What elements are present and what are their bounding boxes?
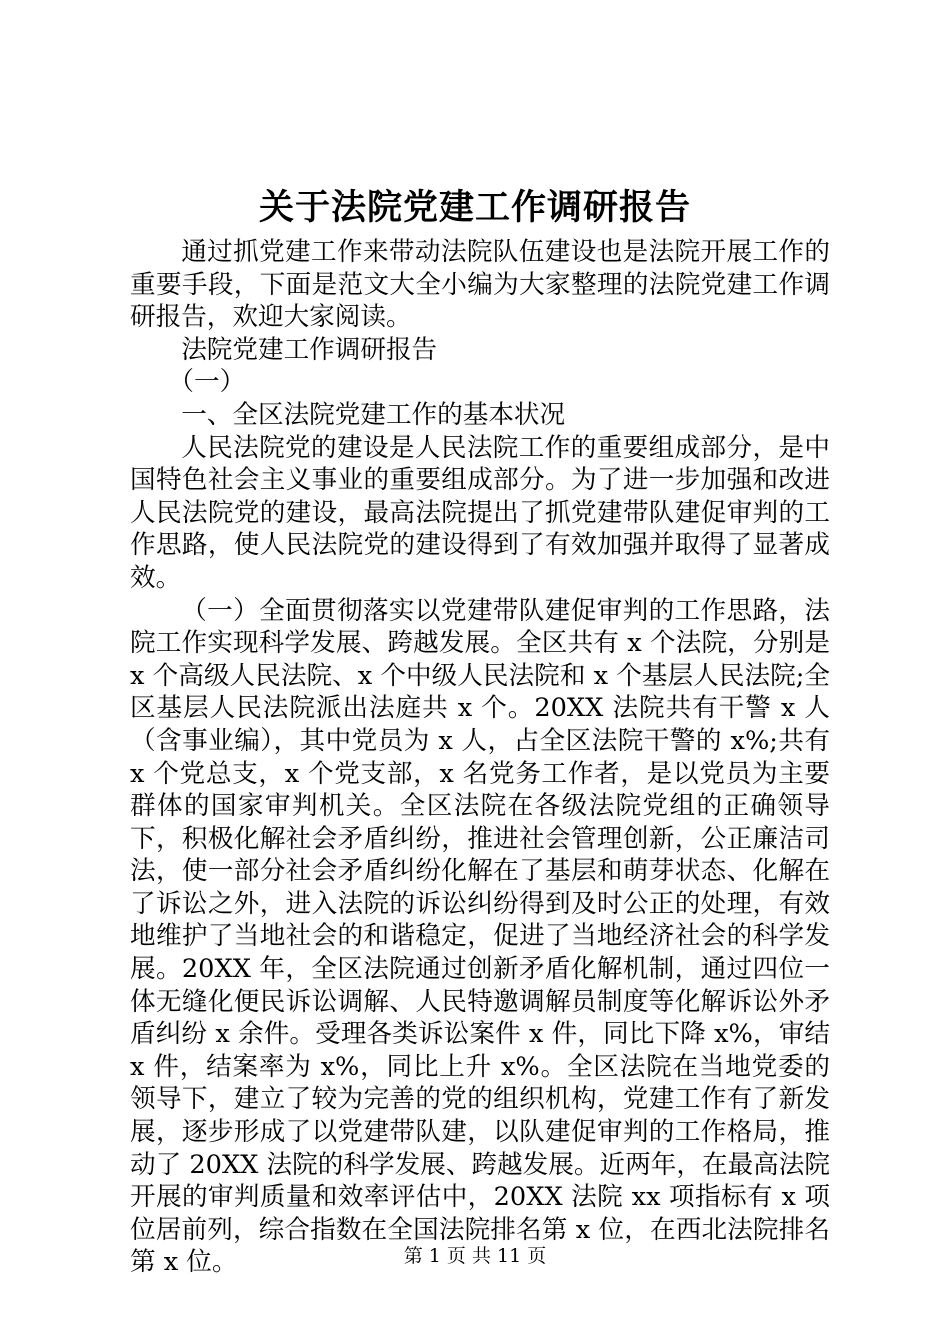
document-body (130, 236, 830, 1279)
body-paragraph-2: （一）全面贯彻落实以党建带队建促审判的工作思路，法院工作实现科学发展、跨越发展。全区共有 x 个法院，分别是 x 个高级人民法院、x 个中级人民法院和 x 个基层人民法院;全区基层人民法院派出法庭共 x 个。20XX 法院共有干警 x 人（含事业编），其中党员为 x 人，占全区法院干警的 x%;共有 x 个党总支，x 个党支部，x 名党务工作者，是以党员为主要群体的国家审判机关。全区法院在各级法院党组的正确领导下，积极化解社会矛盾纠纷，推进社会管理创新，公正廉洁司法，使一部分社会矛盾纠纷化解在了基层和萌芽状态、化解在了诉讼之外，进入法院的诉讼纠纷得到及时公正的处理，有效地维护了当地社会的和谐稳定，促进了当地经济社会的科学发展。20XX 年，全区法院通过创新矛盾化解机制，通过四位一体无缝化便民诉讼调解、人民特邀调解员制度等化解诉讼外矛盾纠纷 x 余件。受理各类诉讼案件 x 件，同比下降 x%，审结 x 件，结案率为 x%，同比上升 x%。全区法院在当地党委的领导下，建立了较为完善的党的组织机构，党建工作有了新发展，逐步形成了以党建带队建，以队建促审判的工作格局，推动了 20XX 法院的科学发展、跨越发展。近两年，在最高法院开展的审判质量和效率评估中，20XX 法院 xx 项指标有 x 项位居前列，综合指数在全国法院排名第 x 位，在西北法院排名第 x 位。 (130, 595, 830, 1278)
document-title: 关于法院党建工作调研报告 (258, 187, 691, 228)
intro-paragraph: 通过抓党建工作来带动法院队伍建设也是法院开展工作的重要手段，下面是范文大全小编为大家整理的法院党建工作调研报告，欢迎大家阅读。 (130, 237, 830, 333)
part-label: （一） (168, 367, 246, 398)
report-subtitle: 法院党建工作调研报告 (181, 334, 438, 365)
page-footer: 第 1 页 共 11 页 (403, 1245, 547, 1267)
section-heading: 一、全区法院党建工作的基本状况 (181, 399, 566, 430)
body-paragraph-1: 人民法院党的建设是人民法院工作的重要组成部分，是中国特色社会主义事业的重要组成部分。为了进一步加强和改进人民法院党的建设，最高法院提出了抓党建带队建促审判的工作思路，使人民法院党的建设得到了有效加强并取得了显著成效。 (130, 432, 830, 593)
